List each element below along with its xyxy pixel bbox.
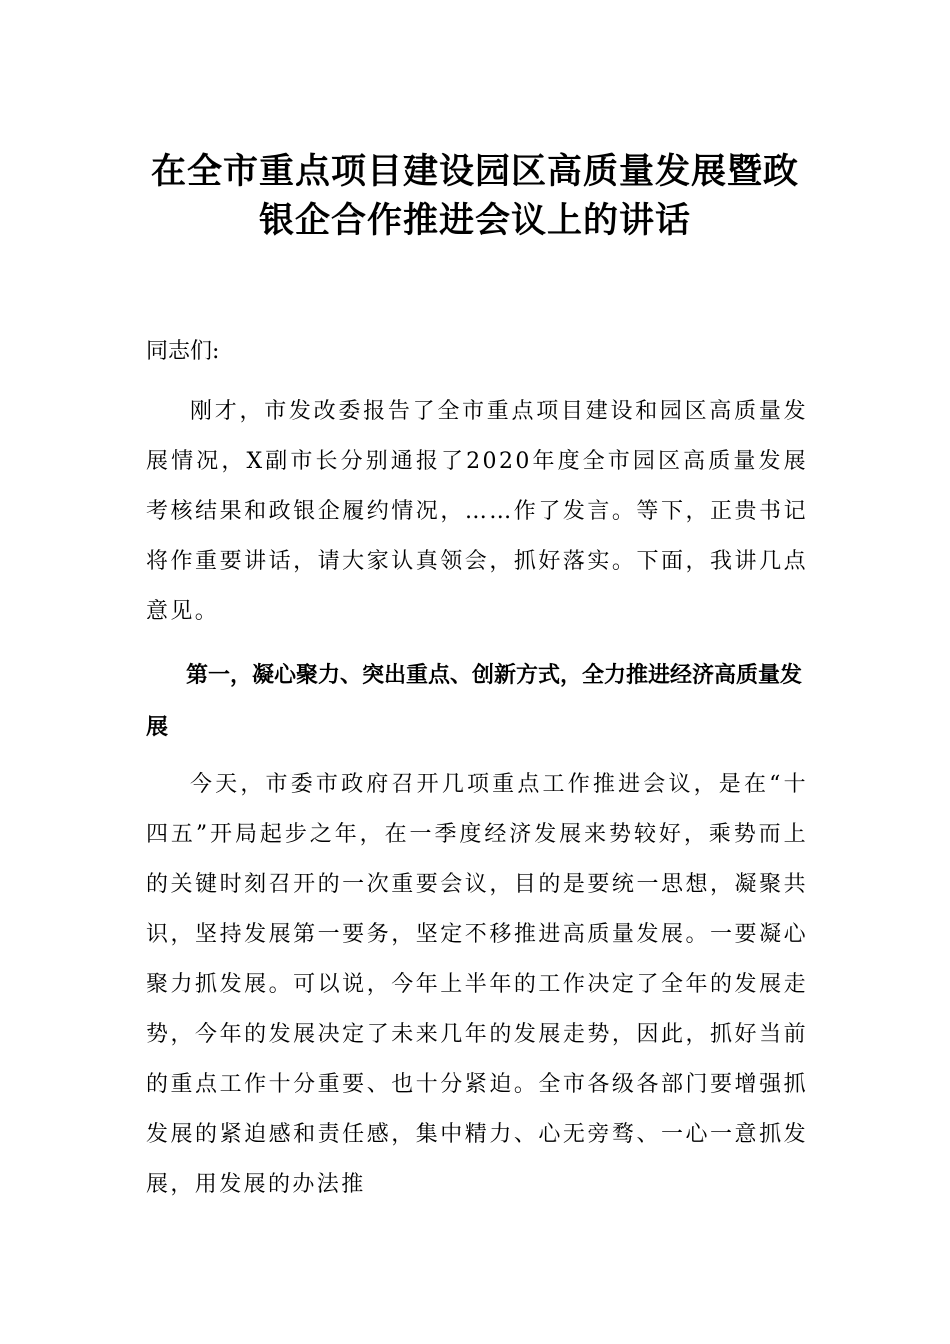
document-title-line-1: 在全市重点项目建设园区高质量发展暨政	[150, 151, 799, 192]
salutation: 同志们:	[146, 339, 220, 364]
paragraph-opening: 刚才，市发改委报告了全市重点项目建设和园区高质量发展情况，X副市长分别通报了2020年度全市园区高质量发展考核结果和政银企履约情况，……作了发言。等下，正贵书记将作重要讲话，请大家认真领会，抓好落实。下面，我讲几点意见。	[146, 399, 808, 624]
document-title-line-2: 银企合作推进会议上的讲话	[258, 200, 691, 241]
paragraph-section-one: 今天，市委市政府召开几项重点工作推进会议，是在“十四五”开局起步之年，在一季度经济发展来势较好，乘势而上的关键时刻召开的一次重要会议，目的是要统一思想，凝聚共识，坚持发展第一要务，坚定不移推进高质量发展。一要凝心聚力抓发展。可以说，今年上半年的工作决定了全年的发展走势，今年的发展决定了未来几年的发展走势，因此，抓好当前的重点工作十分重要、也十分紧迫。全市各级各部门要增强抓发展的紧迫感和责任感，集中精力、心无旁骛、一心一意抓发展，用发展的办法推	[146, 772, 808, 1197]
section-heading-first: 第一，凝心聚力、突出重点、创新方式，全力推进经济高质量发展	[146, 663, 803, 740]
